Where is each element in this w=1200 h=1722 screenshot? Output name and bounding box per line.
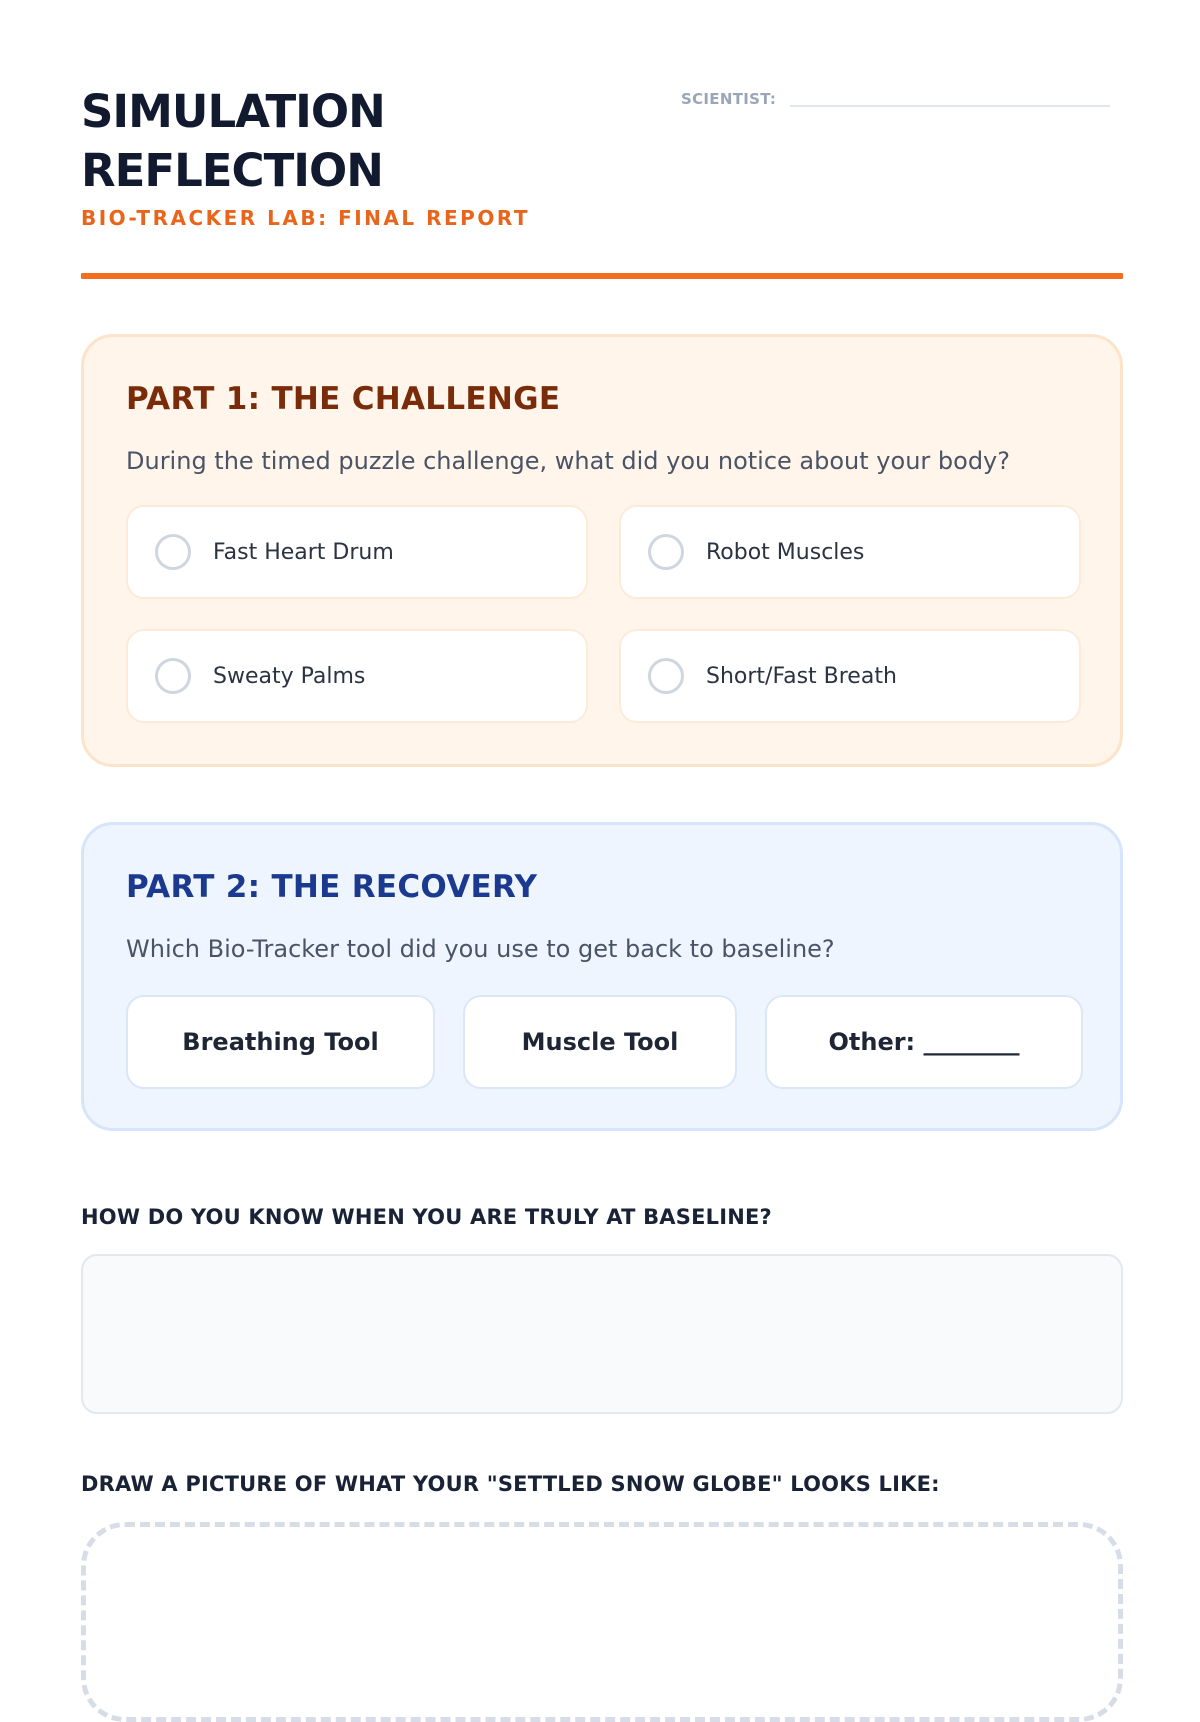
drawing-prompt-label: DRAW A PICTURE OF WHAT YOUR "SETTLED SNOW GLOBE" LOOKS LIKE: [81, 1472, 940, 1496]
radio-circle-icon[interactable] [155, 658, 191, 694]
drawing-area[interactable] [81, 1522, 1123, 1722]
title-line-2: REFLECTION [81, 144, 383, 197]
option-sweaty-palms[interactable] [126, 629, 588, 723]
radio-circle-icon[interactable] [155, 534, 191, 570]
option-label: Fast Heart Drum [213, 539, 394, 565]
part1-title: PART 1: THE CHALLENGE [126, 381, 561, 417]
option-fast-heart-drum[interactable] [126, 505, 588, 599]
option-robot-muscles[interactable] [619, 505, 1081, 599]
part2-title: PART 2: THE RECOVERY [126, 869, 538, 905]
baseline-answer-box[interactable] [81, 1254, 1123, 1414]
part2-prompt: Which Bio-Tracker tool did you use to get back to baseline? [126, 935, 835, 963]
baseline-question-label: HOW DO YOU KNOW WHEN YOU ARE TRULY AT BASELINE? [81, 1205, 772, 1229]
option-label: Sweaty Palms [213, 663, 366, 689]
other-tool-button[interactable]: Other: ________ [765, 995, 1083, 1089]
scientist-name-line[interactable] [790, 105, 1110, 107]
scientist-field [681, 90, 1110, 108]
scientist-label: SCIENTIST: [681, 90, 777, 108]
muscle-tool-button[interactable]: Muscle Tool [463, 995, 737, 1089]
header-divider [81, 273, 1123, 279]
title-line-1: SIMULATION [81, 85, 385, 138]
radio-circle-icon[interactable] [648, 658, 684, 694]
breathing-tool-button[interactable]: Breathing Tool [126, 995, 435, 1089]
radio-circle-icon[interactable] [648, 534, 684, 570]
option-label: Short/Fast Breath [706, 663, 897, 689]
part1-panel [81, 334, 1123, 767]
option-short-fast-breath[interactable] [619, 629, 1081, 723]
page-subtitle: BIO-TRACKER LAB: FINAL REPORT [81, 206, 530, 230]
part1-prompt: During the timed puzzle challenge, what did you notice about your body? [126, 447, 1010, 475]
option-label: Robot Muscles [706, 539, 865, 565]
part2-panel [81, 822, 1123, 1131]
